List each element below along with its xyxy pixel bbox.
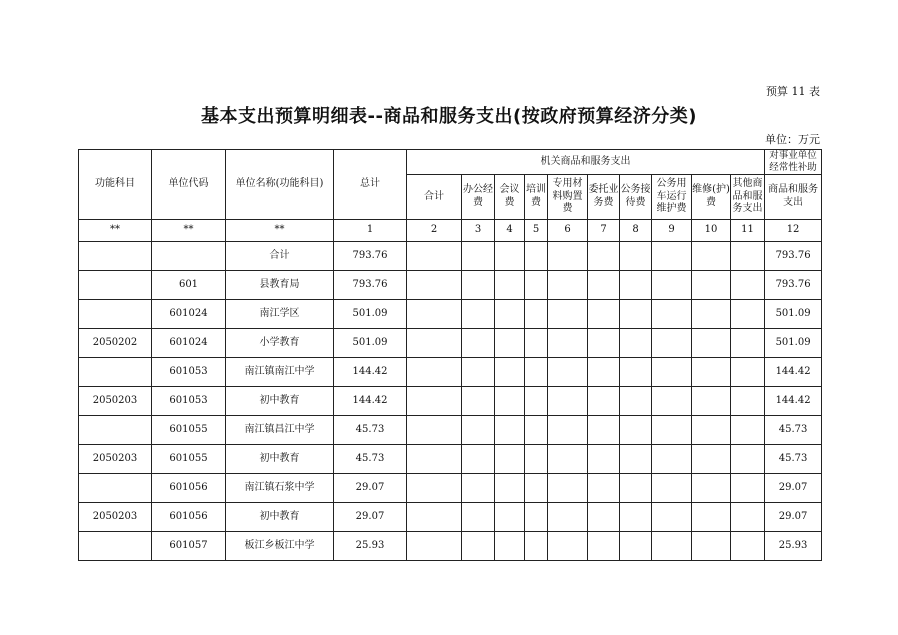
empty-cell <box>652 502 692 531</box>
unit-name-cell: 南江镇昌江中学 <box>226 415 334 444</box>
empty-cell <box>525 241 548 270</box>
empty-cell <box>407 299 462 328</box>
func-subject-cell <box>79 531 152 560</box>
func-subject-cell: 2050203 <box>79 502 152 531</box>
subsidy-cell: 45.73 <box>765 415 822 444</box>
empty-cell <box>588 502 620 531</box>
unit-code-cell: 601053 <box>152 386 226 415</box>
subsidy-cell: 793.76 <box>765 270 822 299</box>
empty-cell <box>588 270 620 299</box>
subsidy-cell: 793.76 <box>765 241 822 270</box>
empty-cell <box>525 357 548 386</box>
index-cell: 10 <box>692 219 731 241</box>
header-vehicle: 公务用车运行维护费 <box>652 174 692 219</box>
empty-cell <box>731 357 765 386</box>
total-cell: 501.09 <box>334 328 407 357</box>
empty-cell <box>462 473 495 502</box>
empty-cell <box>588 473 620 502</box>
unit-name-cell: 初中教育 <box>226 386 334 415</box>
total-cell: 793.76 <box>334 270 407 299</box>
header-total: 总计 <box>334 150 407 220</box>
header-commission: 委托业务费 <box>588 174 620 219</box>
empty-cell <box>525 502 548 531</box>
func-subject-cell <box>79 473 152 502</box>
empty-cell <box>652 473 692 502</box>
empty-cell <box>620 444 652 473</box>
empty-cell <box>548 328 588 357</box>
empty-cell <box>692 531 731 560</box>
index-cell: 11 <box>731 219 765 241</box>
empty-cell <box>731 502 765 531</box>
empty-cell <box>692 473 731 502</box>
unit-label: 单位：万元 <box>765 133 820 146</box>
func-subject-cell <box>79 299 152 328</box>
empty-cell <box>462 241 495 270</box>
empty-cell <box>495 531 525 560</box>
total-cell: 29.07 <box>334 502 407 531</box>
empty-cell <box>462 299 495 328</box>
subsidy-cell: 501.09 <box>765 328 822 357</box>
empty-cell <box>731 299 765 328</box>
func-subject-cell: 2050202 <box>79 328 152 357</box>
table-row <box>79 241 822 270</box>
header-group-subsidy: 对事业单位经常性补助 <box>765 150 822 175</box>
empty-cell <box>692 241 731 270</box>
unit-name-cell: 南江镇石浆中学 <box>226 473 334 502</box>
func-subject-cell: 2050203 <box>79 444 152 473</box>
index-cell: 12 <box>765 219 822 241</box>
empty-cell <box>462 415 495 444</box>
index-row <box>79 219 822 241</box>
empty-cell <box>548 502 588 531</box>
empty-cell <box>652 531 692 560</box>
empty-cell <box>588 386 620 415</box>
empty-cell <box>407 386 462 415</box>
empty-cell <box>731 473 765 502</box>
empty-cell <box>462 270 495 299</box>
empty-cell <box>652 415 692 444</box>
empty-cell <box>692 502 731 531</box>
empty-cell <box>692 270 731 299</box>
unit-code-cell: 601055 <box>152 444 226 473</box>
empty-cell <box>731 241 765 270</box>
empty-cell <box>620 357 652 386</box>
empty-cell <box>525 531 548 560</box>
total-cell: 29.07 <box>334 473 407 502</box>
index-cell: 1 <box>334 219 407 241</box>
empty-cell <box>692 357 731 386</box>
unit-code-cell: 601056 <box>152 473 226 502</box>
empty-cell <box>620 473 652 502</box>
empty-cell <box>462 444 495 473</box>
table-row <box>79 270 822 299</box>
empty-cell <box>588 531 620 560</box>
empty-cell <box>407 357 462 386</box>
func-subject-cell <box>79 357 152 386</box>
header-meeting: 会议费 <box>495 174 525 219</box>
index-cell: 7 <box>588 219 620 241</box>
unit-name-cell: 初中教育 <box>226 444 334 473</box>
empty-cell <box>620 299 652 328</box>
empty-cell <box>407 444 462 473</box>
table-row <box>79 299 822 328</box>
subsidy-cell: 45.73 <box>765 444 822 473</box>
header-group-org: 机关商品和服务支出 <box>407 150 765 175</box>
header-training: 培训费 <box>525 174 548 219</box>
empty-cell <box>548 270 588 299</box>
empty-cell <box>525 415 548 444</box>
empty-cell <box>652 299 692 328</box>
empty-cell <box>692 444 731 473</box>
empty-cell <box>588 444 620 473</box>
unit-name-cell: 县教育局 <box>226 270 334 299</box>
table-number: 预算 11 表 <box>766 85 820 98</box>
empty-cell <box>692 328 731 357</box>
table-row <box>79 357 822 386</box>
header-subtotal: 合计 <box>407 174 462 219</box>
index-cell: 3 <box>462 219 495 241</box>
empty-cell <box>652 328 692 357</box>
empty-cell <box>407 473 462 502</box>
table-row <box>79 415 822 444</box>
empty-cell <box>495 299 525 328</box>
total-cell: 793.76 <box>334 241 407 270</box>
unit-name-cell: 南江学区 <box>226 299 334 328</box>
empty-cell <box>462 386 495 415</box>
unit-name-cell: 板江乡板江中学 <box>226 531 334 560</box>
empty-cell <box>620 241 652 270</box>
empty-cell <box>495 386 525 415</box>
empty-cell <box>525 444 548 473</box>
index-cell: 6 <box>548 219 588 241</box>
empty-cell <box>692 415 731 444</box>
table-row <box>79 531 822 560</box>
index-cell: 4 <box>495 219 525 241</box>
unit-name-cell: 初中教育 <box>226 502 334 531</box>
subsidy-cell: 144.42 <box>765 386 822 415</box>
empty-cell <box>548 444 588 473</box>
empty-cell <box>588 328 620 357</box>
empty-cell <box>620 415 652 444</box>
subsidy-cell: 29.07 <box>765 502 822 531</box>
empty-cell <box>462 531 495 560</box>
empty-cell <box>525 473 548 502</box>
header-unit-name: 单位名称(功能科目) <box>226 150 334 220</box>
header-other: 其他商品和服务支出 <box>731 174 765 219</box>
table-row <box>79 502 822 531</box>
total-cell: 25.93 <box>334 531 407 560</box>
unit-code-cell: 601056 <box>152 502 226 531</box>
empty-cell <box>731 386 765 415</box>
total-cell: 501.09 <box>334 299 407 328</box>
table-row <box>79 444 822 473</box>
empty-cell <box>652 386 692 415</box>
index-cell: 8 <box>620 219 652 241</box>
empty-cell <box>525 299 548 328</box>
empty-cell <box>620 270 652 299</box>
header-office: 办公经费 <box>462 174 495 219</box>
index-cell: 9 <box>652 219 692 241</box>
empty-cell <box>548 473 588 502</box>
empty-cell <box>495 415 525 444</box>
empty-cell <box>495 502 525 531</box>
index-cell: ** <box>79 219 152 241</box>
empty-cell <box>652 357 692 386</box>
unit-code-cell: 601024 <box>152 299 226 328</box>
empty-cell <box>588 357 620 386</box>
subsidy-cell: 144.42 <box>765 357 822 386</box>
total-cell: 45.73 <box>334 415 407 444</box>
header-repair: 维修(护)费 <box>692 174 731 219</box>
empty-cell <box>407 328 462 357</box>
empty-cell <box>462 328 495 357</box>
unit-code-cell: 601024 <box>152 328 226 357</box>
empty-cell <box>692 299 731 328</box>
empty-cell <box>495 473 525 502</box>
page-title: 基本支出预算明细表--商品和服务支出(按政府预算经济分类) <box>201 106 697 127</box>
empty-cell <box>495 444 525 473</box>
header-unit-code: 单位代码 <box>152 150 226 220</box>
empty-cell <box>495 270 525 299</box>
unit-name-cell: 南江镇南江中学 <box>226 357 334 386</box>
subsidy-cell: 501.09 <box>765 299 822 328</box>
table-row <box>79 328 822 357</box>
total-cell: 45.73 <box>334 444 407 473</box>
empty-cell <box>495 357 525 386</box>
total-cell: 144.42 <box>334 357 407 386</box>
index-cell: ** <box>152 219 226 241</box>
empty-cell <box>731 415 765 444</box>
empty-cell <box>495 241 525 270</box>
index-cell: 5 <box>525 219 548 241</box>
unit-code-cell: 601053 <box>152 357 226 386</box>
empty-cell <box>652 241 692 270</box>
empty-cell <box>620 502 652 531</box>
empty-cell <box>462 357 495 386</box>
subsidy-cell: 29.07 <box>765 473 822 502</box>
header-reception: 公务接待费 <box>620 174 652 219</box>
empty-cell <box>548 531 588 560</box>
empty-cell <box>652 270 692 299</box>
empty-cell <box>620 386 652 415</box>
func-subject-cell <box>79 270 152 299</box>
unit-code-cell: 601 <box>152 270 226 299</box>
empty-cell <box>731 328 765 357</box>
empty-cell <box>731 531 765 560</box>
empty-cell <box>548 386 588 415</box>
index-cell: 2 <box>407 219 462 241</box>
empty-cell <box>620 328 652 357</box>
index-cell: ** <box>226 219 334 241</box>
table-row <box>79 473 822 502</box>
unit-name-cell: 合计 <box>226 241 334 270</box>
func-subject-cell <box>79 415 152 444</box>
empty-cell <box>548 241 588 270</box>
table-row <box>79 386 822 415</box>
func-subject-cell: 2050203 <box>79 386 152 415</box>
empty-cell <box>548 415 588 444</box>
total-cell: 144.42 <box>334 386 407 415</box>
empty-cell <box>407 415 462 444</box>
empty-cell <box>407 531 462 560</box>
empty-cell <box>731 270 765 299</box>
empty-cell <box>525 270 548 299</box>
subsidy-cell: 25.93 <box>765 531 822 560</box>
empty-cell <box>620 531 652 560</box>
empty-cell <box>588 299 620 328</box>
empty-cell <box>462 502 495 531</box>
func-subject-cell <box>79 241 152 270</box>
empty-cell <box>652 444 692 473</box>
header-subsidy-goods: 商品和服务支出 <box>765 174 822 219</box>
empty-cell <box>548 299 588 328</box>
unit-code-cell: 601057 <box>152 531 226 560</box>
empty-cell <box>692 386 731 415</box>
empty-cell <box>495 328 525 357</box>
unit-code-cell <box>152 241 226 270</box>
empty-cell <box>731 444 765 473</box>
empty-cell <box>588 415 620 444</box>
empty-cell <box>407 270 462 299</box>
empty-cell <box>407 502 462 531</box>
budget-table <box>78 149 822 561</box>
unit-name-cell: 小学教育 <box>226 328 334 357</box>
unit-code-cell: 601055 <box>152 415 226 444</box>
header-func-subject: 功能科目 <box>79 150 152 220</box>
empty-cell <box>407 241 462 270</box>
empty-cell <box>525 386 548 415</box>
header-materials: 专用材料购置费 <box>548 174 588 219</box>
empty-cell <box>548 357 588 386</box>
empty-cell <box>525 328 548 357</box>
empty-cell <box>588 241 620 270</box>
